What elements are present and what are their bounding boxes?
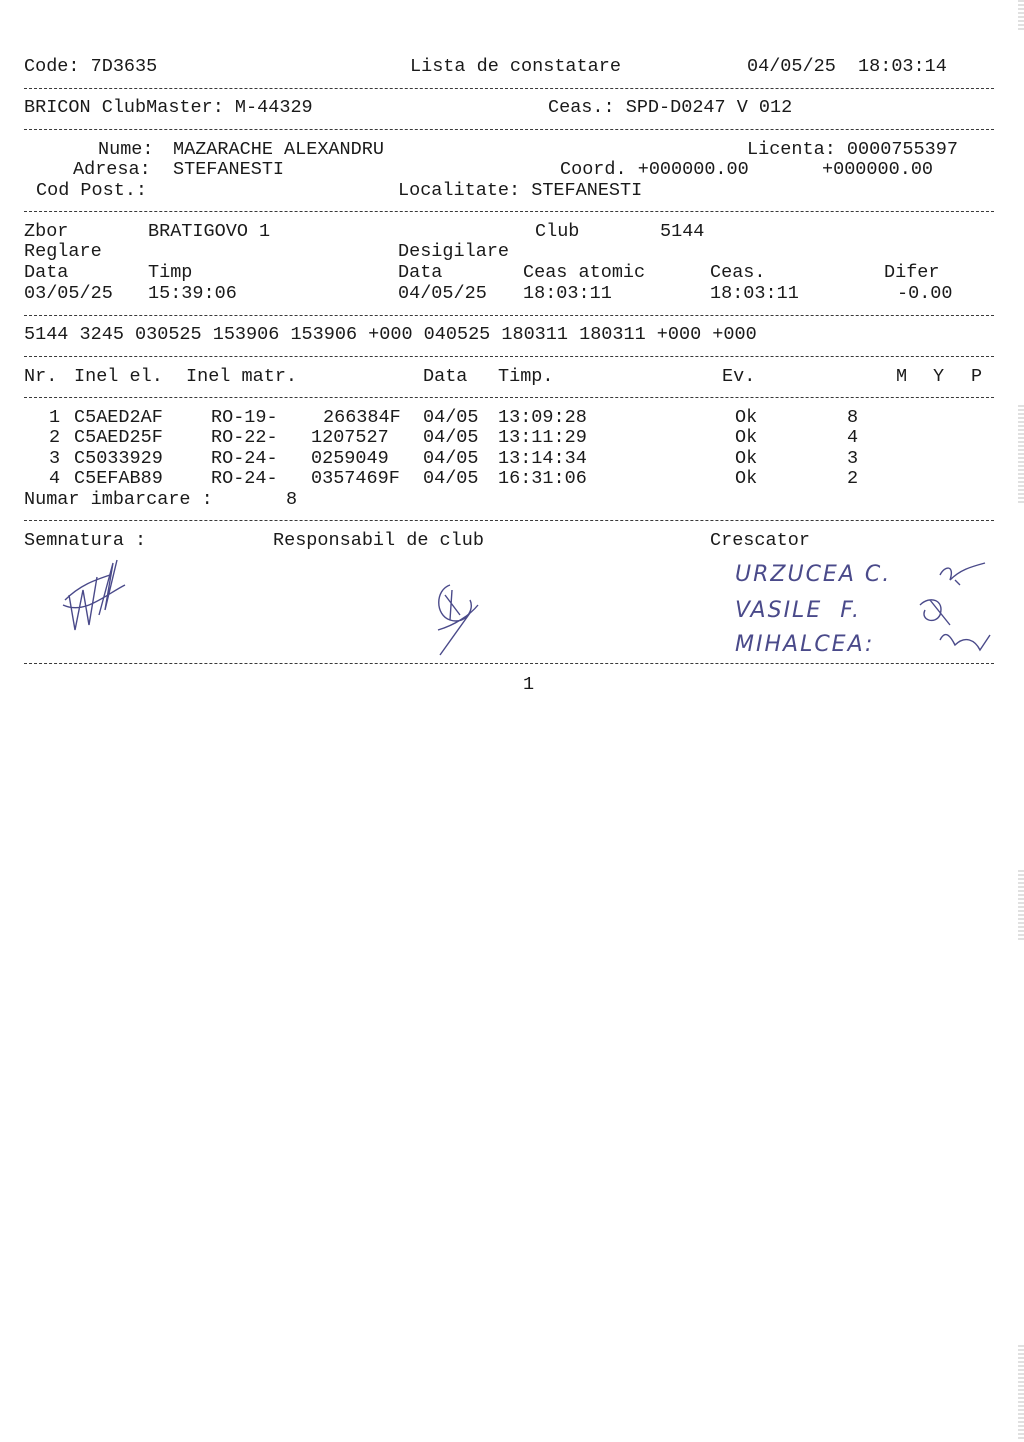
breeder-label: Crescator [710,530,810,551]
club-label: Club [535,221,580,242]
embark-label: Numar imbarcare : [24,489,213,510]
th-p: P [971,366,983,387]
row-prefix: RO-24- [211,468,278,489]
row-inel-el: C5AED2AF [74,407,163,428]
clock-id: Ceas.: SPD-D0247 V 012 [548,97,793,118]
flight-name: BRATIGOVO 1 [148,221,271,242]
unsealing-label: Desigilare [398,241,510,262]
th-nr: Nr. [24,366,58,387]
owner-name: MAZARACHE ALEXANDRU [173,139,384,160]
row-inel-matr: 0259049 [311,448,389,469]
row-data: 04/05 [423,448,479,469]
divider [24,211,994,212]
th-ev: Ev. [722,366,756,387]
row-value: 4 [847,427,859,448]
page-number: 1 [523,674,535,695]
divider [24,315,994,316]
scan-artifact [1018,870,1024,940]
owner-address: STEFANESTI [173,159,285,180]
divider [24,129,994,130]
row-value: 8 [847,407,859,428]
embark-count: 8 [286,489,298,510]
row-inel-matr: 0357469F [311,468,400,489]
code-line: 5144 3245 030525 153906 153906 +000 040525 180311 180311 +000 +000 [24,324,757,345]
row-ev: Ok [735,448,758,469]
signature-scribble-2 [420,575,490,660]
th-timp: Timp. [498,366,554,387]
signature-label: Semnatura : [24,530,147,551]
row-ev: Ok [735,427,758,448]
signature-scribble-1 [55,555,130,635]
row-data: 04/05 [423,427,479,448]
difference-value: -0.00 [897,283,953,304]
scan-artifact [1018,0,1024,30]
row-inel-matr: 266384F [323,407,401,428]
postal-code: Cod Post.: [36,180,148,201]
coordinates-2: +000000.00 [822,159,934,180]
locality: Localitate: STEFANESTI [398,180,643,201]
col-atomic-clock: Ceas atomic [523,262,646,283]
clubmaster-id: BRICON ClubMaster: M-44329 [24,97,313,118]
atomic-time: 18:03:11 [523,283,612,304]
row-inel-el: C5AED25F [74,427,163,448]
th-inel-el: Inel el. [74,366,163,387]
col-clock: Ceas. [710,262,766,283]
th-y: Y [933,366,945,387]
row-inel-el: C5033929 [74,448,163,469]
name-label: Nume: [98,139,154,160]
flight-label: Zbor [24,221,69,242]
club-number: 5144 [660,221,705,242]
row-data: 04/05 [423,468,479,489]
divider [24,520,994,521]
row-timp: 13:09:28 [498,407,587,428]
coordinates: Coord. +000000.00 [560,159,749,180]
row-nr: 1 [49,407,61,428]
row-nr: 3 [49,448,61,469]
col-data-2: Data [398,262,443,283]
unsealing-date: 04/05/25 [398,283,487,304]
setting-time: 15:39:06 [148,283,237,304]
row-timp: 13:14:34 [498,448,587,469]
signature-scribble-3 [900,555,1000,665]
handwritten-breeder-1: URZUCEA C. [735,562,892,587]
row-prefix: RO-24- [211,448,278,469]
divider [24,88,994,89]
row-inel-matr: 1207527 [311,427,389,448]
row-value: 2 [847,468,859,489]
document-code: Code: 7D3635 [24,56,158,77]
row-prefix: RO-19- [211,407,278,428]
document-datetime: 04/05/25 18:03:14 [747,56,947,77]
club-responsible-label: Responsabil de club [273,530,484,551]
clock-time: 18:03:11 [710,283,799,304]
row-nr: 4 [49,468,61,489]
license-number: Licenta: 0000755397 [747,139,958,160]
divider [24,397,994,398]
handwritten-breeder-2: VASILE F. [735,598,862,623]
address-label: Adresa: [73,159,151,180]
row-nr: 2 [49,427,61,448]
divider [24,356,994,357]
row-inel-el: C5EFAB89 [74,468,163,489]
col-timp: Timp [148,262,193,283]
row-timp: 16:31:06 [498,468,587,489]
scan-artifact [1018,1345,1024,1440]
scan-artifact [1018,405,1024,505]
row-data: 04/05 [423,407,479,428]
handwritten-breeder-3: MIHALCEA: [735,632,875,657]
th-data: Data [423,366,468,387]
row-ev: Ok [735,468,758,489]
th-m: M [896,366,908,387]
setting-label: Reglare [24,241,102,262]
row-timp: 13:11:29 [498,427,587,448]
setting-date: 03/05/25 [24,283,113,304]
row-ev: Ok [735,407,758,428]
document-title: Lista de constatare [410,56,621,77]
divider [24,663,994,664]
col-difference: Difer [884,262,940,283]
row-prefix: RO-22- [211,427,278,448]
col-data: Data [24,262,69,283]
th-inel-matr: Inel matr. [186,366,298,387]
row-value: 3 [847,448,859,469]
